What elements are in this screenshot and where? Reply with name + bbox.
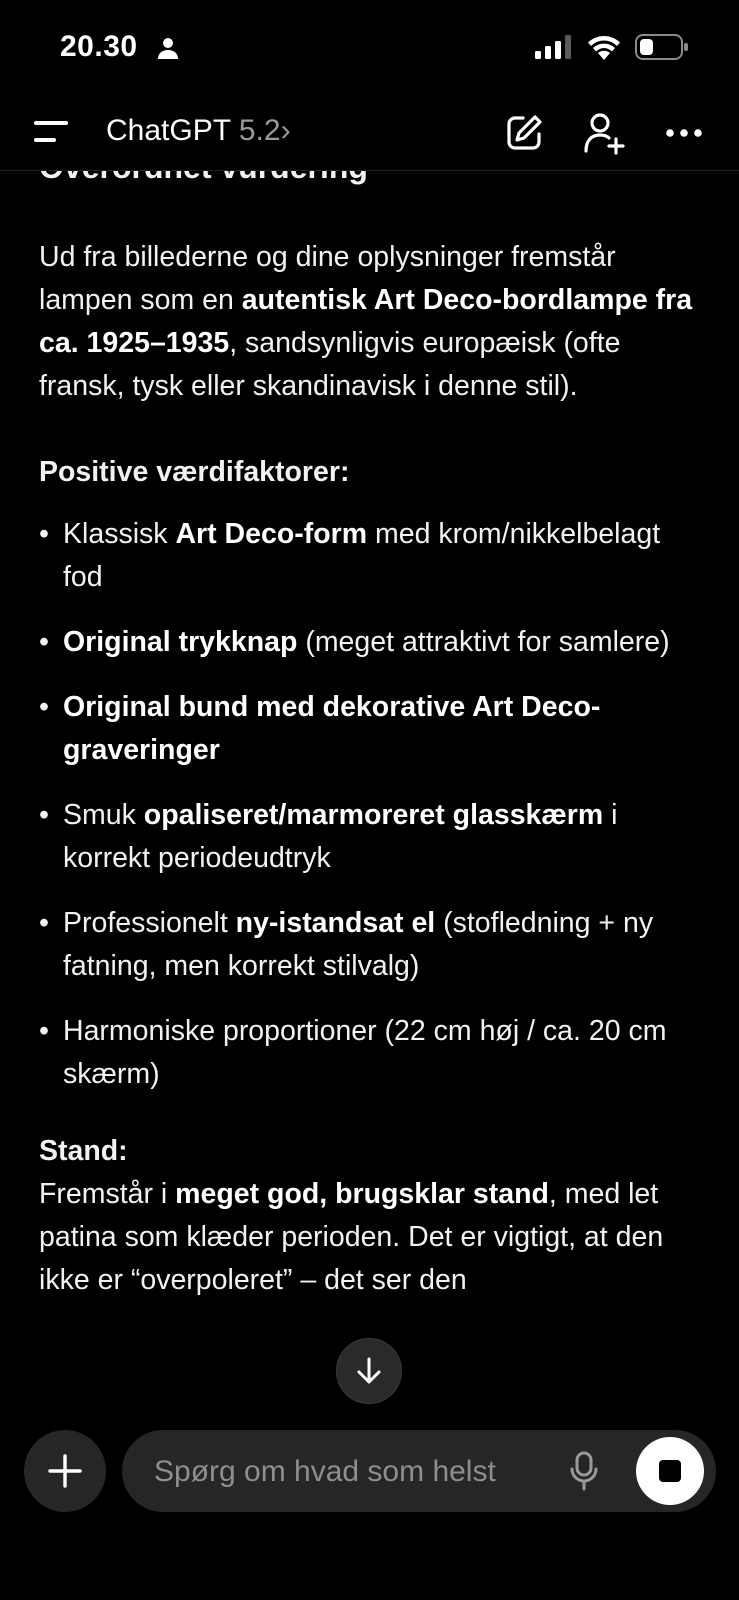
stop-icon (659, 1460, 681, 1482)
list-item (39, 686, 705, 772)
more-options-button[interactable] (659, 110, 709, 156)
item-text: Smuk (63, 799, 144, 831)
intro-paragraph (39, 236, 705, 408)
model-version: 5.2 (238, 114, 281, 147)
item-bold: Original trykknap (63, 626, 298, 658)
compose-icon (505, 114, 543, 152)
assistant-message (39, 146, 705, 1302)
message-input[interactable] (152, 1430, 536, 1514)
voice-input-button[interactable] (562, 1448, 606, 1494)
intro-bold: autentisk Art Deco-bordlampe fra ca. 1925–1935 (39, 284, 693, 359)
stand-text: Fremstår i (39, 1178, 176, 1210)
person-fill-icon (156, 36, 180, 60)
cellular-signal-icon (535, 35, 573, 59)
item-text: Professionelt (63, 907, 236, 939)
stand-paragraph (39, 1173, 705, 1302)
attach-button[interactable] (24, 1430, 106, 1512)
more-options-icon (666, 128, 702, 138)
new-chat-button[interactable] (499, 110, 549, 156)
stand-text-end: , med let patina som klæder perioden. Det er vigtigt, at den ikke er “overpoleret” – det ser den (39, 1178, 664, 1296)
positives-list (39, 513, 705, 1096)
list-item (39, 1010, 705, 1096)
nav-bar (0, 96, 739, 171)
item-text-end: (stofledning + ny fatning, men korrekt stilvalg) (63, 907, 654, 982)
stand-bold: meget god, brugsklar stand (175, 1178, 549, 1210)
chat-scroll-area[interactable] (0, 130, 739, 1400)
list-item (39, 902, 705, 988)
nav-actions (499, 110, 709, 156)
item-bold: ny-istandsat el (235, 907, 436, 939)
item-bold: opaliseret/marmoreret glasskærm (143, 799, 604, 831)
app-name: ChatGPT (106, 114, 231, 147)
status-bar (0, 0, 739, 96)
add-person-icon (583, 111, 625, 155)
plus-icon (48, 1454, 82, 1488)
list-item (39, 794, 705, 880)
status-icons (535, 34, 689, 60)
positives-title: Positive værdifaktorer: (39, 456, 350, 488)
hamburger-menu-icon[interactable] (34, 118, 70, 146)
add-person-button[interactable] (579, 110, 629, 156)
message-input-container (122, 1430, 716, 1512)
battery-low-icon (635, 34, 689, 60)
item-text-end: i korrekt periodeudtryk (63, 799, 618, 874)
stand-title: Stand: (39, 1135, 128, 1167)
model-selector[interactable] (106, 114, 291, 148)
composer (0, 1410, 739, 1600)
item-text: Harmoniske proportioner (22 cm høj / ca. 20 cm skærm) (63, 1015, 667, 1090)
item-text: Klassisk (63, 518, 176, 550)
wifi-icon (587, 34, 621, 60)
scroll-down-button[interactable] (336, 1338, 402, 1404)
status-time: 20.30 (60, 30, 138, 63)
intro-text: Ud fra billederne og dine oplysninger fremstår lampen som en (39, 241, 616, 316)
arrow-down-icon (354, 1356, 384, 1386)
item-bold: Art Deco-form (175, 518, 368, 550)
list-item (39, 513, 705, 599)
item-text-end: med krom/nikkelbelagt fod (63, 518, 661, 593)
chevron-right-icon: › (280, 114, 291, 147)
stop-generating-button[interactable] (636, 1437, 704, 1505)
intro-text-end: , sandsynligvis europæisk (ofte fransk, tysk eller skandinavisk i denne stil). (39, 327, 621, 402)
item-bold: Original bund med dekorative Art Deco-graveringer (63, 691, 601, 766)
microphone-icon (569, 1451, 599, 1491)
item-text-end: (meget attraktivt for samlere) (297, 626, 670, 658)
list-item (39, 621, 705, 664)
